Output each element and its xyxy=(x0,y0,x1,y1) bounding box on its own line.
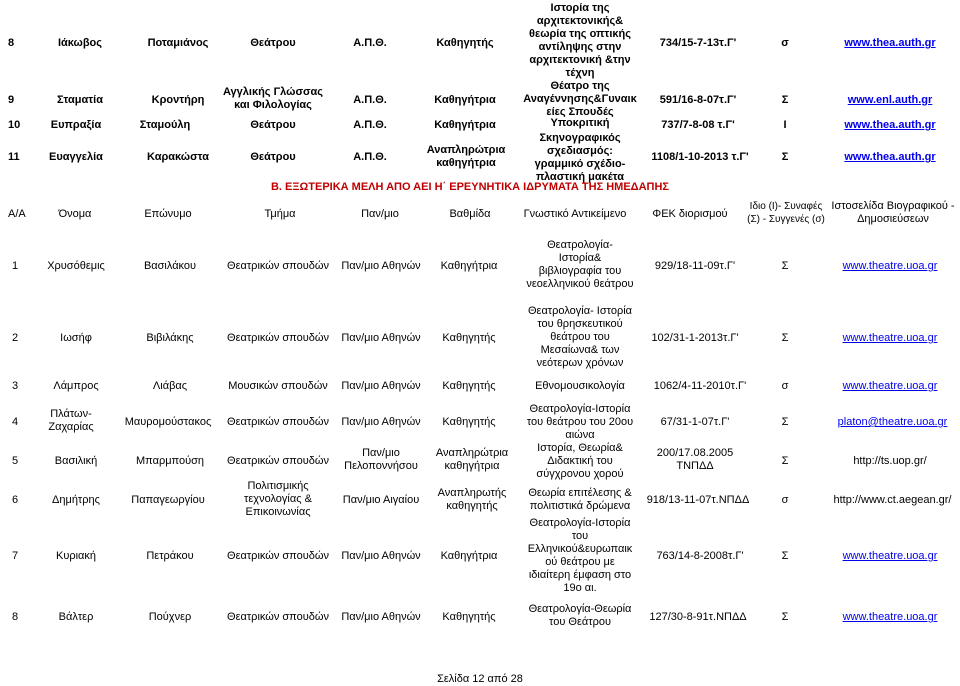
website-link[interactable]: www.theatre.uoa.gr xyxy=(842,550,938,562)
relation: Σ xyxy=(781,94,789,106)
department: Θεατρικών σπουδών xyxy=(227,416,329,428)
first-name: Ευαγγελία xyxy=(49,151,103,163)
last-name: Παπαγεωργίου xyxy=(131,494,205,506)
field-of-study: Θεωρία επιτέλεσης & πολιτιστικά δρώμενα xyxy=(528,487,632,512)
field-of-study: Θεατρολογία- Ιστορία& βιβλιογραφία του νεοελληνικού θεάτρου xyxy=(526,239,634,290)
university: Παν/μιο Αθηνών xyxy=(341,380,421,392)
fek: 763/14-8-2008τ.Γ' xyxy=(656,550,744,562)
last-name: Πούχνερ xyxy=(148,611,192,623)
university: Α.Π.Θ. xyxy=(353,151,387,163)
university: Παν/μιο Αθηνών xyxy=(341,260,421,272)
fek: 200/17.08.2005 ΤΝΠΔΔ xyxy=(656,447,734,472)
website-link[interactable]: platon@theatre.uoa.gr xyxy=(837,416,948,428)
university: Παν/μιο Αθηνών xyxy=(341,332,421,344)
row-number: 6 xyxy=(12,494,19,506)
department: Θεάτρου xyxy=(250,151,296,163)
row-number: 5 xyxy=(12,455,19,467)
first-name: Πλάτων- Ζαχαρίας xyxy=(48,408,94,433)
row-number: 2 xyxy=(12,332,19,344)
department: Θεατρικών σπουδών xyxy=(227,455,329,467)
website-link[interactable]: www.thea.auth.gr xyxy=(844,119,936,131)
field-of-study: Ιστορία, Θεωρία& Διδακτική του σύγχρονου χορού xyxy=(536,442,624,480)
website-link[interactable]: http://ts.uop.gr/ xyxy=(853,455,927,467)
field-of-study: Θεατρολογία-Θεωρία του Θεάτρου xyxy=(528,603,632,628)
field-of-study: Σκηνογραφικός σχεδιασμός: γραμμικό σχέδιο- πλαστική μακέτα xyxy=(534,132,626,183)
header-fek: ΦΕΚ διορισμού xyxy=(652,208,728,220)
last-name: Μπαρμπούση xyxy=(135,455,205,467)
header-last-name: Επώνυμο xyxy=(144,208,192,220)
relation: Σ xyxy=(781,151,789,163)
relation: Σ xyxy=(781,611,789,623)
last-name: Σταμούλη xyxy=(139,119,191,131)
first-name: Ιωσήφ xyxy=(60,332,92,344)
field-of-study: Εθνομουσικολογία xyxy=(535,380,625,392)
first-name: Ευπραξία xyxy=(50,119,102,131)
fek: 102/31-1-2013τ.Γ' xyxy=(651,332,739,344)
relation: Σ xyxy=(781,260,789,272)
fek: 1062/4-11-2010τ.Γ' xyxy=(653,380,747,392)
website-link[interactable]: www.thea.auth.gr xyxy=(844,151,936,163)
row-number: 7 xyxy=(12,550,19,562)
last-name: Βασιλάκου xyxy=(143,260,197,272)
department: Θεάτρου xyxy=(250,119,296,131)
last-name: Βιβιλάκης xyxy=(146,332,194,344)
rank: Καθηγητής xyxy=(442,416,496,428)
first-name: Λάμπρος xyxy=(53,380,99,392)
department: Θεατρικών σπουδών xyxy=(227,550,329,562)
first-name: Βασιλική xyxy=(54,455,98,467)
rank: Καθηγήτρια xyxy=(434,119,496,131)
department: Θεάτρου xyxy=(250,37,296,49)
relation: Σ xyxy=(781,332,789,344)
website-link[interactable]: www.enl.auth.gr xyxy=(847,94,933,106)
rank: Καθηγήτρια xyxy=(434,94,496,106)
header-department: Τμήμα xyxy=(264,208,296,220)
rank: Καθηγητής xyxy=(442,611,496,623)
first-name: Κυριακή xyxy=(55,550,97,562)
field-of-study: Θεατρολογία-Ιστορία του θεάτρου του 20ου αιώνα xyxy=(526,403,634,441)
university: Παν/μιο Αθηνών xyxy=(341,550,421,562)
field-of-study: Ιστορία της αρχιτεκτονικής& θεωρία της οπτικής αντίληψης στην αρχιτεκτονική &την τέχνη xyxy=(529,2,631,79)
website-link[interactable]: www.theatre.uoa.gr xyxy=(842,611,938,623)
fek: 127/30-8-91τ.ΝΠΔΔ xyxy=(649,611,747,623)
first-name: Χρυσόθεμις xyxy=(47,260,105,272)
website-link[interactable]: www.theatre.uoa.gr xyxy=(842,332,938,344)
website-link[interactable]: http://www.ct.aegean.gr/ xyxy=(833,494,952,506)
rank: Αναπληρώτρια καθηγήτρια xyxy=(435,447,509,472)
rank: Καθηγητής xyxy=(442,332,496,344)
first-name: Σταματία xyxy=(57,94,103,106)
row-number: 10 xyxy=(8,119,21,131)
first-name: Ιάκωβος xyxy=(57,37,103,49)
fek: 1108/1-10-2013 τ.Γ' xyxy=(651,151,749,163)
fek: 67/31-1-07τ.Γ' xyxy=(660,416,730,428)
relation: Ι xyxy=(783,119,787,131)
last-name: Ποταμιάνος xyxy=(147,37,209,49)
relation: σ xyxy=(781,380,789,392)
university: Α.Π.Θ. xyxy=(353,94,387,106)
rank: Καθηγητής xyxy=(442,380,496,392)
header-field: Γνωστικό Αντικείμενο xyxy=(523,208,627,220)
last-name: Μαυρομούστακος xyxy=(124,416,212,428)
university: Παν/μιο Πελοποννήσου xyxy=(344,447,418,472)
fek: 737/7-8-08 τ.Γ' xyxy=(661,119,735,131)
relation: Σ xyxy=(781,416,789,428)
rank: Αναπληρωτής καθηγητής xyxy=(437,487,507,512)
fek: 734/15-7-13τ.Γ' xyxy=(659,37,737,49)
row-number: 11 xyxy=(8,151,20,163)
department: Θεατρικών σπουδών xyxy=(227,611,329,623)
website-link[interactable]: www.theatre.uoa.gr xyxy=(842,380,938,392)
relation: Σ xyxy=(781,455,789,467)
row-number: 1 xyxy=(12,260,19,272)
header-no: Α/Α xyxy=(8,208,26,220)
website-link[interactable]: www.thea.auth.gr xyxy=(844,37,936,49)
website-link[interactable]: www.theatre.uoa.gr xyxy=(842,260,938,272)
university: Παν/μιο Αιγαίου xyxy=(342,494,420,506)
last-name: Λιάβας xyxy=(152,380,188,392)
header-website: Ιστοσελίδα Βιογραφικού - Δημοσιεύσεων xyxy=(831,200,955,225)
field-of-study: Θεατρολογία-Ιστορία του Ελληνικού&ευρωπαικ ού θεάτρου με ιδιαίτερη έμφαση στο 19ο αι. xyxy=(527,517,633,594)
fek: 929/18-11-09τ.Γ' xyxy=(654,260,736,272)
page-footer: Σελίδα 12 από 28 xyxy=(437,673,523,685)
row-number: 4 xyxy=(12,416,19,428)
university: Α.Π.Θ. xyxy=(353,37,387,49)
rank: Καθηγητής xyxy=(436,37,494,49)
field-of-study: Θεατρολογία- Ιστορία του θρησκευτικού θεάτρου του Μεσαίωνα& των νεότερων χρόνων xyxy=(527,305,633,369)
row-number: 9 xyxy=(8,94,15,106)
university: Α.Π.Θ. xyxy=(353,119,387,131)
last-name: Κροντήρη xyxy=(151,94,205,106)
field-of-study: Υποκριτική xyxy=(550,117,610,129)
last-name: Πετράκου xyxy=(146,550,194,562)
header-rank: Βαθμίδα xyxy=(449,208,491,220)
header-first-name: Όνομα xyxy=(58,208,92,220)
rank: Καθηγήτρια xyxy=(440,260,498,272)
row-number: 8 xyxy=(8,37,15,49)
header-relation: Ιδιο (Ι)- Συναφές (Σ) - Συγγενές (σ) xyxy=(747,201,825,225)
relation: σ xyxy=(781,37,789,49)
relation: Σ xyxy=(781,550,789,562)
university: Παν/μιο Αθηνών xyxy=(341,416,421,428)
last-name: Καρακώστα xyxy=(147,151,209,163)
department: Θεατρικών σπουδών xyxy=(227,260,329,272)
relation: σ xyxy=(781,494,789,506)
department: Θεατρικών σπουδών xyxy=(227,332,329,344)
university: Παν/μιο Αθηνών xyxy=(341,611,421,623)
row-number: 8 xyxy=(12,611,19,623)
section-b-title: Β. ΕΞΩΤΕΡΙΚΑ ΜΕΛΗ ΑΠΟ ΑΕΙ Η΄ ΕΡΕΥΝΗΤΙΚΑ ΙΔΡΥΜΑΤΑ ΤΗΣ ΗΜΕΔΑΠΗΣ xyxy=(270,181,670,193)
rank: Αναπληρώτρια καθηγήτρια xyxy=(426,144,506,169)
fek: 591/16-8-07τ.Γ' xyxy=(659,94,737,106)
first-name: Βάλτερ xyxy=(58,611,94,623)
fek: 918/13-11-07τ.ΝΠΔΔ xyxy=(646,494,750,506)
department: Αγγλικής Γλώσσας και Φιλολογίας xyxy=(223,86,323,111)
rank: Καθηγήτρια xyxy=(440,550,498,562)
first-name: Δημήτρης xyxy=(52,494,100,506)
department: Πολιτισμικής τεχνολογίας & Επικοινωνίας xyxy=(244,480,312,518)
department: Μουσικών σπουδών xyxy=(228,380,328,392)
row-number: 3 xyxy=(12,380,19,392)
field-of-study: Θέατρο της Αναγέννησης&Γυναικ είες Σπουδές xyxy=(523,80,637,118)
header-university: Παν/μιο xyxy=(361,208,399,220)
